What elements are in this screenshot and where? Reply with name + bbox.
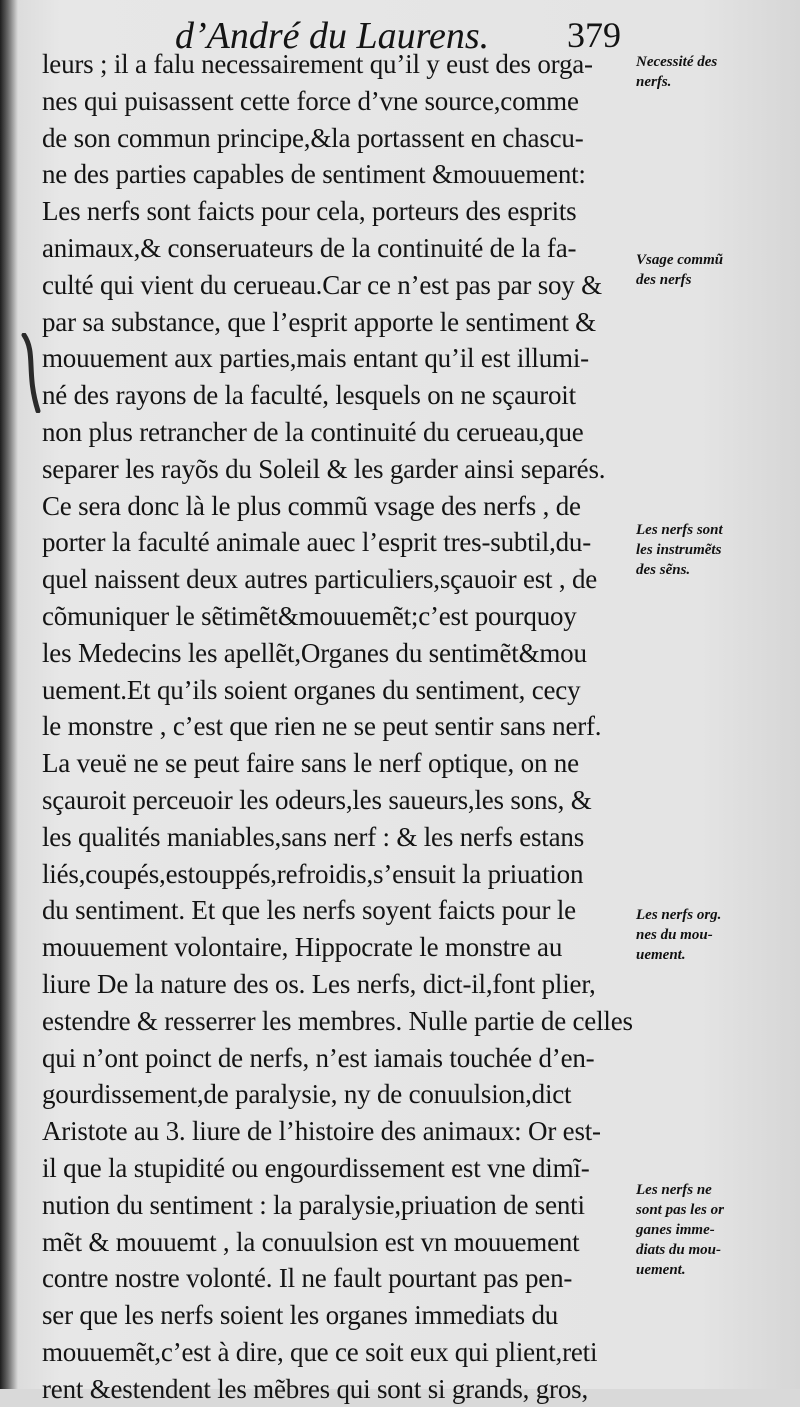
text-line: porter la faculté animale auec l’esprit tres-subtil,du-	[42, 527, 592, 558]
margin-note-line: uement.	[636, 1262, 686, 1278]
main-text-block	[42, 46, 638, 1407]
text-line: par sa substance, que l’esprit apporte le sentiment &	[42, 306, 596, 337]
margin-note-line: nes du mou-	[636, 927, 713, 943]
text-line: Aristote au 3. liure de l’histoire des animaux: Or est-	[42, 1116, 601, 1147]
margin-note-line: des sẽns.	[636, 562, 691, 578]
margin-note-organes-mouvement	[636, 905, 796, 965]
margin-note-line: Vsage commũ	[636, 252, 724, 268]
text-line: quel naissent deux autres particuliers,sçauoir est , de	[42, 564, 598, 595]
text-line: leurs ; il a falu necessairement qu’il y eust des orga-	[42, 49, 593, 79]
text-line: animaux,& conseruateurs de la continuité de la fa-	[42, 232, 577, 263]
text-line: mouuement volontaire, Hippocrate le monstre au	[42, 932, 563, 963]
text-line: uement.Et qu’ils soient organes du sentiment, cecy	[42, 674, 581, 705]
text-line: rent &estendent les mẽbres qui sont si grands, gros,	[42, 1373, 589, 1404]
text-line: le monstre , c’est que rien ne se peut sentir sans nerf.	[42, 711, 602, 742]
text-line: les qualités maniables,sans nerf : & les nerfs estans	[42, 821, 585, 852]
margin-note-line: ganes imme-	[636, 1222, 715, 1238]
text-line: du sentiment. Et que les nerfs soyent faicts pour le	[42, 895, 576, 926]
text-line: nes qui puisassent cette force d’vne source,comme	[42, 85, 579, 116]
margin-note-instruments	[636, 520, 796, 580]
text-line: liés,coupés,estouppés,refroidis,s’ensuit la priuation	[42, 858, 584, 889]
text-line: nution du sentiment : la paralysie,priuation de senti	[42, 1189, 585, 1220]
margin-note-line: Les nerfs org.	[636, 907, 722, 923]
text-line: sçauroit perceuoir les odeurs,les saueurs,les sons, &	[42, 784, 592, 815]
text-line: cõmuniquer le sẽtimẽt&mouuemẽt;c’est pourquoy	[42, 600, 577, 631]
margin-note-line: Les nerfs sont	[636, 522, 723, 538]
margin-note-line: diats du mou-	[636, 1242, 722, 1258]
margin-note-pas-immediats	[636, 1180, 796, 1280]
text-line: il que la stupidité ou engourdissement est vne dimĩ-	[42, 1152, 590, 1183]
running-title: d’André du Laurens.	[175, 15, 490, 57]
margin-note-line: nerfs.	[636, 74, 672, 90]
text-line: ser que les nerfs soient les organes immediats du	[42, 1300, 559, 1331]
page-number: 379	[567, 15, 621, 55]
text-line: gourdissement,de paralysie, ny de conuulsion,dict	[42, 1079, 572, 1110]
text-line: qui n’ont poinct de nerfs, n’est iamais touchée d’en-	[42, 1042, 595, 1073]
text-line: culté qui vient du cerueau.Car ce n’est pas par soy &	[42, 269, 602, 300]
text-line: non plus retrancher de la continuité du cerueau,que	[42, 416, 584, 447]
margin-note-necessite	[636, 52, 796, 92]
text-line: mouuemẽt,c’est à dire, que ce soit eux qui plient,reti	[42, 1336, 598, 1367]
text-line: les Medecins les apellẽt,Organes du sentimẽt&mou	[42, 637, 587, 668]
text-line: separer les rayõs du Soleil & les garder ainsi separés.	[42, 453, 606, 484]
margin-note-line: Necessité des	[636, 54, 718, 70]
text-line: de son commun principe,&la portassent en chascu-	[42, 122, 584, 153]
text-line: contre nostre volonté. Il ne fault pourtant pas pen-	[42, 1263, 573, 1294]
text-line: La veuë ne se peut faire sans le nerf optique, on ne	[42, 748, 579, 779]
margin-note-line: des nerfs	[636, 272, 692, 288]
text-line: Les nerfs sont faicts pour cela, porteurs des esprits	[42, 196, 577, 227]
margin-note-line: sont pas les or	[636, 1202, 724, 1218]
text-line: mẽt & mouuemt , la conuulsion est vn mouuement	[42, 1226, 580, 1257]
text-line: mouuement aux parties,mais entant qu’il est illumi-	[42, 343, 589, 374]
margin-note-line: Les nerfs ne	[636, 1182, 712, 1198]
text-line: estendre & resserrer les membres. Nulle partie de celles	[42, 1005, 633, 1036]
text-line: ne des parties capables de sentiment &mouuement:	[42, 159, 586, 190]
margin-note-line: uement.	[636, 947, 686, 963]
text-line: né des rayons de la faculté, lesquels on ne sçauroit	[42, 380, 576, 411]
text-line: Ce sera donc là le plus commũ vsage des nerfs , de	[42, 490, 581, 521]
text-line: liure De la nature des os. Les nerfs, dict-il,font plier,	[42, 968, 596, 999]
margin-note-line: les instrumẽts	[636, 542, 722, 558]
margin-note-vsage	[636, 250, 796, 290]
